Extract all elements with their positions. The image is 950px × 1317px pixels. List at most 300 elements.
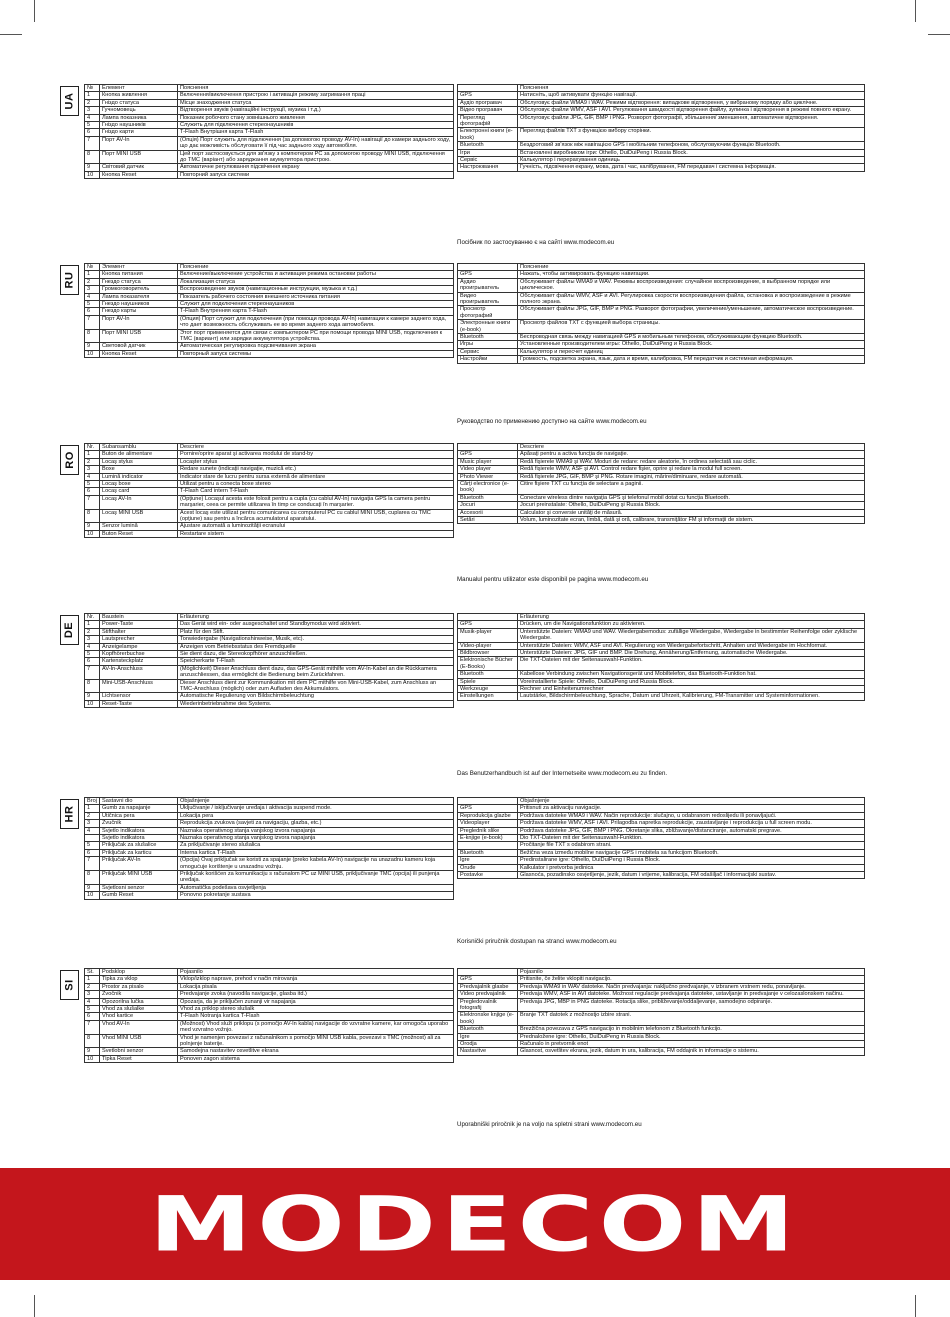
- table-row: [458, 320, 865, 334]
- table-row: [85, 286, 454, 293]
- table-row: [85, 1048, 454, 1055]
- table-cell: 9: [85, 164, 100, 171]
- table-cell: Настройки: [458, 356, 518, 363]
- table-cell: 9: [85, 693, 100, 700]
- table-cell: Locaş stylus: [100, 458, 178, 465]
- table-cell: Unterstützte Dateien: WMA9 und WAV. Wiedergabemodus: zufällige Wiedergabe, Wiedergabe in bestimmter Reihenfolge oder zyklische Wiedergabe.: [518, 628, 865, 642]
- table-cell: Гучномовець: [100, 107, 178, 114]
- table-row: [458, 812, 865, 819]
- table-header-cell: №: [85, 264, 100, 271]
- manual-link-note: Руководство по применению доступно на сайте www.modecom.eu: [457, 418, 647, 425]
- table-cell: Цей порт застосовується для зв'язку з компютером PC за допомогою проводу MINI USB, підключення до TMC (варіант) або заряджання акумулятора пристрою.: [178, 150, 454, 164]
- brand-logo: MODECOM: [149, 1180, 801, 1268]
- table-cell: Buton de alimentare: [100, 451, 178, 458]
- table-cell: Служить для підключення стереонаушників: [178, 122, 454, 129]
- table-cell: Setări: [458, 517, 518, 524]
- table-header-cell: Erläuterung: [178, 614, 454, 621]
- table-cell: Порт MINI USB: [100, 329, 178, 343]
- table-cell: Гнездо наушников: [100, 301, 178, 308]
- table-cell: 3: [85, 286, 100, 293]
- table-cell: 4: [85, 473, 100, 480]
- table-row: [85, 466, 454, 473]
- table-row: [85, 509, 454, 523]
- functions-table: [457, 968, 865, 1056]
- table-cell: Гніздо статуса: [100, 99, 178, 106]
- table-row: [458, 842, 865, 849]
- table-cell: Кнопка живлення: [100, 92, 178, 99]
- table-cell: Priključak korišćen za komunikaciju s računalom PC uz MINI USB, priključivanje TMC (opcija) ili punjenja uređaja.: [178, 871, 454, 885]
- table-cell: Перегляд файлів TXT з функцією вибору сторінки.: [518, 128, 865, 142]
- table-cell: Redă fişierele WMV, ASF şi AVI. Control redare fişier, oprire şi redare la modul full screen.: [518, 466, 865, 473]
- table-cell: (Opcija) Ovaj priključak se koristi za spajanje (preko kabela AV-In) navigacije na unazadnu kameru koja omogućuje korištenje u unazadnu vožnju.: [178, 857, 454, 871]
- table-row: [458, 983, 865, 990]
- table-cell: 6: [85, 658, 100, 665]
- table-cell: Calculator şi conversie unităţi de măsură.: [518, 509, 865, 516]
- table-cell: 7: [85, 315, 100, 329]
- table-row: [458, 657, 865, 671]
- table-row: [85, 820, 454, 827]
- table-cell: Indicator stare de lucru pentru sursa externă de alimentare: [178, 473, 454, 480]
- table-cell: Автоматичне регулювання підсвічення екрану: [178, 164, 454, 171]
- table-row: [85, 343, 454, 350]
- table-cell: Lokacija pisala: [178, 983, 454, 990]
- table-cell: Vklop/izklop naprave, prehod v način mirovanja: [178, 976, 454, 983]
- table-row: [458, 92, 865, 99]
- table-header-cell: Sastavni dio: [100, 798, 178, 805]
- table-cell: Citire fişiere TXT cu funcţia de selectare a paginii.: [518, 481, 865, 495]
- table-cell: Dio TXT-Dateien mit der Seitenauswahl-Funktion.: [518, 835, 865, 842]
- table-cell: Locaş boxe: [100, 481, 178, 488]
- table-cell: GPS: [458, 271, 518, 278]
- table-cell: Tipka za vklop: [100, 976, 178, 983]
- manual-link-note: Manualul pentru utilizator este disponibil pe pagina www.modecom.eu: [457, 576, 649, 583]
- table-row: [85, 107, 454, 114]
- table-row: [458, 502, 865, 509]
- table-cell: Priključak AV-In: [100, 857, 178, 871]
- table-cell: Preglednik slike: [458, 827, 518, 834]
- table-cell: Video-player: [458, 642, 518, 649]
- table-cell: Locaş card: [100, 488, 178, 495]
- table-cell: Tipka Reset: [100, 1055, 178, 1062]
- table-cell: Predvaja JPG, MBP in PNG datoteke. Rotacija slike, približevanje/oddaljevanje, samodejno odpiranje.: [518, 998, 865, 1012]
- manual-link-note: Das Benutzerhandbuch ist auf der Internetseite www.modecom.eu zu finden.: [457, 770, 668, 777]
- table-cell: GPS: [458, 805, 518, 812]
- table-cell: Anzeigen vom Betriebsstatus des Fremdquelle: [178, 643, 454, 650]
- table-cell: 8: [85, 1034, 100, 1048]
- table-cell: 10: [85, 700, 100, 707]
- table-cell: Prostor za pisalo: [100, 983, 178, 990]
- table-row: [85, 1034, 454, 1048]
- table-cell: Predvaja WMV, ASF in AVI datoteke. Možnost regulacije predvajanja datoteke, ustavljanje in predvajanje v celozaslonskem načinu.: [518, 991, 865, 998]
- table-cell: 6: [85, 308, 100, 315]
- table-row: [458, 164, 865, 171]
- table-cell: Просмотр файлов TXT с функцией выбора страницы.: [518, 320, 865, 334]
- table-cell: 9: [85, 884, 100, 891]
- table-cell: Reprodukcija glazbe: [458, 812, 518, 819]
- table-header-row: [85, 444, 454, 451]
- table-cell: 5: [85, 481, 100, 488]
- table-cell: Kabellose Verbindung zwischen Navigationsgerät und Mobiltelefon, das Bluetooth-Funktion hat.: [518, 671, 865, 678]
- table-cell: Platz für den Stift.: [178, 628, 454, 635]
- table-cell: Lautsprecher: [100, 636, 178, 643]
- table-cell: 1: [85, 92, 100, 99]
- table-cell: Калькулятор і перерахування одиниць: [518, 157, 865, 164]
- table-row: [458, 693, 865, 700]
- table-row: [458, 998, 865, 1012]
- table-header-cell: Podsklop: [100, 969, 178, 976]
- table-header-row: [458, 798, 865, 805]
- table-header-cell: Пояснение: [178, 264, 454, 271]
- table-cell: Tonwiedergabe (Navigationshinweise, Musik, etc).: [178, 636, 454, 643]
- table-cell: 7: [85, 1020, 100, 1034]
- table-cell: Lokacija pera: [178, 812, 454, 819]
- table-cell: Buton Reset: [100, 530, 178, 537]
- table-header-cell: Елемент: [100, 85, 178, 92]
- table-cell: Igre: [458, 1033, 518, 1040]
- table-cell: Перегляд фотографій: [458, 114, 518, 128]
- table-cell: Настроювання: [458, 164, 518, 171]
- table-row: [458, 292, 865, 306]
- table-cell: Vhod za slušalke: [100, 1006, 178, 1013]
- table-cell: Računalo in pretvornik enot: [518, 1041, 865, 1048]
- table-row: [458, 128, 865, 142]
- table-cell: Vhod MINI USB: [100, 1034, 178, 1048]
- table-cell: GPS: [458, 92, 518, 99]
- table-row: [458, 1012, 865, 1026]
- language-code: DE: [63, 621, 76, 639]
- table-cell: Naznaka operativnog stanja vanjskog izvora napajanja: [178, 827, 454, 834]
- table-cell: 2: [85, 458, 100, 465]
- table-cell: Показатель рабочего состояния внешнего источника питания: [178, 293, 454, 300]
- table-cell: Місце знаходження статуса: [178, 99, 454, 106]
- table-cell: Bluetooth: [458, 494, 518, 501]
- table-row: [458, 820, 865, 827]
- table-cell: Порт AV-In: [100, 315, 178, 329]
- table-cell: Samodejna nastavitev osvetlitve ekrana: [178, 1048, 454, 1055]
- table-cell: Vhod AV-In: [100, 1020, 178, 1034]
- crop-mark: [34, 0, 35, 22]
- table-cell: Drücken, um die Navigationsfunktion zu aktivieren.: [518, 621, 865, 628]
- table-cell: Musik-player: [458, 628, 518, 642]
- table-cell: Redare sunete (indicaţii navigaţie, muzică etc.): [178, 466, 454, 473]
- table-row: [85, 271, 454, 278]
- table-row: [458, 107, 865, 114]
- table-cell: Кнопка Reset: [100, 171, 178, 178]
- table-row: [85, 636, 454, 643]
- table-cell: Видео проигрыватель: [458, 292, 518, 306]
- table-cell: Elektronische Bücher (E-Books): [458, 657, 518, 671]
- table-cell: 3: [85, 820, 100, 827]
- table-cell: 7: [85, 136, 100, 150]
- table-cell: Igre: [458, 857, 518, 864]
- table-cell: Locaşter stylus: [178, 458, 454, 465]
- table-row: [458, 835, 865, 842]
- table-cell: Игры: [458, 341, 518, 348]
- table-row: [85, 976, 454, 983]
- table-cell: Лампа показника: [100, 114, 178, 121]
- table-cell: 5: [85, 301, 100, 308]
- table-cell: Oruđe: [458, 864, 518, 871]
- language-tag: [60, 265, 79, 295]
- table-cell: Zvučnik: [100, 820, 178, 827]
- table-header-row: [85, 614, 454, 621]
- table-cell: Music player: [458, 458, 518, 465]
- table-header-cell: [458, 444, 518, 451]
- table-cell: Pritisnite, če želite vklopiti navigacijo.: [518, 976, 865, 983]
- table-cell: Utičnica pera: [100, 812, 178, 819]
- table-cell: Interna kartica T-Flash: [178, 849, 454, 856]
- table-row: [458, 341, 865, 348]
- table-cell: Reset-Taste: [100, 700, 178, 707]
- language-tag: [60, 970, 79, 1000]
- table-row: [85, 293, 454, 300]
- table-row: [458, 991, 865, 998]
- table-cell: Lichtsensor: [100, 693, 178, 700]
- table-cell: Conectare wireless dintre navigaţia GPS şi telefonul mobil dotat cu funcţia Bluetooth.: [518, 494, 865, 501]
- table-header-cell: Pojasnilo: [178, 969, 454, 976]
- table-cell: Обслуживает файлы WMA9 и WAV. Режимы воспроизведения: случайное воспроизведение, в выбранном порядке или циклическое.: [518, 278, 865, 292]
- table-cell: Ajustare automată a luminozităţii ecranului: [178, 523, 454, 530]
- components-table: [84, 443, 454, 538]
- table-row: [85, 679, 454, 693]
- table-cell: (Opţiune) Locaşul acesta este folosit pentru a cupla (cu cablul AV-In) navigaţia GPS la camera pentru marşarier, ceea ce permite utilizarea în timp ce conducaţi în marşarier.: [178, 495, 454, 509]
- table-row: [85, 827, 454, 834]
- table-cell: Nastavitve: [458, 1048, 518, 1055]
- table-cell: Ponovno pokretanje sustava: [178, 892, 454, 899]
- table-cell: Воспроизведение звуков (навигационные инструкции, музыка и т.д.): [178, 286, 454, 293]
- table-cell: Гніздо наушників: [100, 122, 178, 129]
- table-row: [85, 129, 454, 136]
- table-cell: Restartare sistem: [178, 530, 454, 537]
- table-header-cell: Objašnjenje: [178, 798, 454, 805]
- table-cell: GPS: [458, 451, 518, 458]
- table-row: [458, 157, 865, 164]
- table-row: [458, 1033, 865, 1040]
- table-cell: AV-In-Anschluss: [100, 665, 178, 679]
- table-row: [85, 983, 454, 990]
- table-row: [85, 658, 454, 665]
- table-row: [85, 871, 454, 885]
- table-row: [458, 976, 865, 983]
- table-cell: Bluetooth: [458, 334, 518, 341]
- table-row: [85, 488, 454, 495]
- table-row: [458, 458, 865, 465]
- table-cell: Просмотр фотографий: [458, 306, 518, 320]
- table-row: [458, 1026, 865, 1033]
- components-table: [84, 263, 454, 358]
- table-header-cell: [458, 85, 518, 92]
- table-header-cell: Descriere: [518, 444, 865, 451]
- table-cell: Video player: [458, 466, 518, 473]
- table-header-cell: Descriere: [178, 444, 454, 451]
- table-cell: 4: [85, 998, 100, 1005]
- table-cell: Гніздо карти: [100, 129, 178, 136]
- table-header-row: [458, 264, 865, 271]
- components-table: [84, 968, 454, 1063]
- table-cell: Unterstützte Dateien: WMV, ASF und AVI. Regulierung von Wiedergabefortschritt, Anhalten und Wiedergabe im Hochformat.: [518, 642, 865, 649]
- table-cell: 3: [85, 991, 100, 998]
- table-cell: (Опция) Порт служит для подключения (при помощи провода AV-In) навигации к камере заднего хода, что дает возможность обслуживать ее во время заднего хода автомобиля.: [178, 315, 454, 329]
- table-cell: Световой датчик: [100, 343, 178, 350]
- table-row: [458, 1041, 865, 1048]
- table-cell: Обслуговує файли WMA9 і WAV. Режими відтворення: випадкове відтворення, у вибраному порядку або циклічне.: [518, 99, 865, 106]
- table-row: [458, 1048, 865, 1055]
- table-cell: 4: [85, 643, 100, 650]
- language-code: RU: [63, 271, 76, 289]
- language-tag: [60, 615, 79, 645]
- table-row: [458, 451, 865, 458]
- table-cell: Apăsaţi pentru a activa funcţia de navigaţie.: [518, 451, 865, 458]
- table-cell: Boxe: [100, 466, 178, 473]
- table-cell: Orodja: [458, 1041, 518, 1048]
- table-cell: Сервіс: [458, 157, 518, 164]
- table-row: [85, 884, 454, 891]
- table-cell: Електронні книги (e-book): [458, 128, 518, 142]
- table-cell: Включение/выключение устройства и активация режима остановки работы: [178, 271, 454, 278]
- table-row: [85, 473, 454, 480]
- table-cell: Gumb Reset: [100, 892, 178, 899]
- table-cell: Predvajalnik glasbe: [458, 983, 518, 990]
- table-cell: Svjetlo indikatora: [100, 827, 178, 834]
- table-cell: Бездротовий зв'язок між навігацією GPS і мобільним телефоном, обслуговуючим функцію Bluetooth.: [518, 142, 865, 149]
- table-cell: 8: [85, 679, 100, 693]
- functions-table: [457, 84, 865, 172]
- table-cell: 7: [85, 857, 100, 871]
- table-row: [458, 149, 865, 156]
- table-cell: 3: [85, 466, 100, 473]
- table-cell: Bildbrowser: [458, 650, 518, 657]
- table-row: [85, 1006, 454, 1013]
- table-cell: Ігри: [458, 149, 518, 156]
- table-cell: Установленные производителем игры: Othello, DuiDuiPeng и Russia Block.: [518, 341, 865, 348]
- table-cell: Anzeigelampe: [100, 643, 178, 650]
- table-cell: 1: [85, 805, 100, 812]
- table-cell: 10: [85, 892, 100, 899]
- table-cell: Pritisnuti za aktivaciju navigacije.: [518, 805, 865, 812]
- table-cell: Lumină indicator: [100, 473, 178, 480]
- table-cell: 10: [85, 1055, 100, 1062]
- table-cell: Redă fişierele WMA9 şi WAV. Moduri de redare: redare aleatorie, în ordinea selectată sau ciclic.: [518, 458, 865, 465]
- table-cell: Pročitanje file TXT s odabirom strani.: [518, 842, 865, 849]
- functions-table: [457, 613, 865, 701]
- crop-mark: [915, 1295, 916, 1317]
- table-cell: Включення/виключення пристрою і активація режиму загримання праці: [178, 92, 454, 99]
- table-header-cell: Пояснение: [518, 264, 865, 271]
- table-cell: Лампа показателя: [100, 293, 178, 300]
- table-row: [458, 671, 865, 678]
- table-cell: Podržava datoteke JPG, GIF, BMP i PNG. Okretanje slika, zbližavanje/distanciranje, automatski pregrave.: [518, 827, 865, 834]
- table-cell: E-knjige (e-book): [458, 835, 518, 842]
- manual-link-note: Korisnički priručnik dostupan na stranci www.modecom.eu: [457, 938, 617, 945]
- table-cell: Ponoven zagon sistema: [178, 1055, 454, 1062]
- table-cell: Predvajanje zvoka (navodila navigacije, glasba itd.): [178, 991, 454, 998]
- table-row: [85, 835, 454, 842]
- table-cell: 6: [85, 488, 100, 495]
- table-header-cell: Элемент: [100, 264, 178, 271]
- table-cell: Bluetooth: [458, 671, 518, 678]
- table-cell: Glasnoća, pozadinsko osvjetljenje, jezik, datum i vrijeme, kalibracija, FM odašiljač i informacijski sustav.: [518, 872, 865, 879]
- table-cell: 1: [85, 621, 100, 628]
- table-row: [85, 842, 454, 849]
- table-row: [458, 642, 865, 649]
- table-cell: 4: [85, 293, 100, 300]
- table-cell: T-Flash Внутренняя карта T-Flash: [178, 308, 454, 315]
- table-cell: 8: [85, 329, 100, 343]
- table-header-row: [85, 264, 454, 271]
- table-cell: [458, 842, 518, 849]
- table-row: [85, 857, 454, 871]
- table-cell: T-Flash Notranja kartica T-Flash: [178, 1013, 454, 1020]
- table-cell: Unterstützte Dateien: JPG, GIF und BMP. Die Drehung, Annäherung/Entfernung, automatische Wiedergabe.: [518, 650, 865, 657]
- table-cell: 7: [85, 495, 100, 509]
- table-row: [458, 509, 865, 516]
- table-row: [458, 827, 865, 834]
- table-cell: 6: [85, 129, 100, 136]
- table-row: [85, 523, 454, 530]
- table-cell: Die TXT-Dateien mit der Seitenauswahl-Funktion.: [518, 657, 865, 671]
- table-cell: (Möglichkeit) Dieser Anschluss dient dazu, das GPS-Gerät mithilfe vom AV-In-Kabel an die Rückkamera anzuschliessen, das ermöglicht die Bedienung beim Zurückfahren.: [178, 665, 454, 679]
- table-cell: Podržava datoteke WMA9 i WAV. Način reprodukcije: slučajno, u odabranom redoslijedu ili ponavljajući.: [518, 812, 865, 819]
- table-row: [85, 849, 454, 856]
- functions-table: [457, 443, 865, 524]
- components-table: [84, 84, 454, 179]
- manual-link-note: Uporabniški priročnik je na voljo na spletni strani www.modecom.eu: [457, 1121, 642, 1128]
- table-cell: Натисніть, щоб активувати функцію навігації.: [518, 92, 865, 99]
- table-cell: Priključak MINI USB: [100, 871, 178, 885]
- table-header-row: [458, 614, 865, 621]
- table-cell: Vhod je namenjen povezavi z računalnikom s pomočjo MINI USB kabla, povezavi s TMC (možnost) ali za polnjenje baterije.: [178, 1034, 454, 1048]
- table-cell: 4: [85, 827, 100, 834]
- table-cell: 8: [85, 871, 100, 885]
- table-header-row: [458, 969, 865, 976]
- table-cell: Kalkulator i pretvorba jedinica: [518, 864, 865, 871]
- table-header-cell: Baustein: [100, 614, 178, 621]
- table-row: [85, 495, 454, 509]
- table-cell: Stifthalter: [100, 628, 178, 635]
- table-cell: Аудио проигрыватель: [458, 278, 518, 292]
- table-cell: Служит для подключения стереонаушников: [178, 301, 454, 308]
- table-cell: Postavke: [458, 872, 518, 879]
- table-header-cell: №: [85, 85, 100, 92]
- table-row: [85, 628, 454, 635]
- table-row: [458, 356, 865, 363]
- table-header-cell: Пояснення: [518, 85, 865, 92]
- table-row: [85, 99, 454, 106]
- table-cell: Cărţi electronice (e-book): [458, 481, 518, 495]
- table-cell: Jocuri: [458, 502, 518, 509]
- table-cell: Bežična veza između mobilne navigacije GPS i mobitela sa funkcijom Bluetooth.: [518, 849, 865, 856]
- table-cell: Einstellungen: [458, 693, 518, 700]
- table-cell: Podržava datoteke WMV, ASF i AVI. Prilagodba napretka reprodukcije, zaustavljanje i reprodukcija u full screen modu.: [518, 820, 865, 827]
- table-cell: Автоматическая регулировка подсвечивания экрана: [178, 343, 454, 350]
- table-cell: 2: [85, 278, 100, 285]
- table-row: [458, 621, 865, 628]
- table-cell: Lautstärke, Bildschirmbeleuchtung, Sprache, Datum und Uhrzeit, Kalibrierung, FM-Transmitter und Systeminformationen.: [518, 693, 865, 700]
- table-cell: Jocuri preinstalate: Othello, DuiDuiPeng şi Russia Block.: [518, 502, 865, 509]
- table-cell: Das Gerät wird ein- oder ausgeschaltet und Standbymodus wird aktiviert.: [178, 621, 454, 628]
- table-row: [85, 693, 454, 700]
- crop-mark: [0, 34, 22, 35]
- table-cell: 1: [85, 271, 100, 278]
- table-row: [85, 329, 454, 343]
- table-cell: Повторный запуск системы: [178, 350, 454, 357]
- table-header-cell: [458, 614, 518, 621]
- table-cell: Za priključivanje stereo slušalica: [178, 842, 454, 849]
- table-cell: (Možnost) Vhod služi priklopu (s pomočjo AV-In kabla) navigacije do vzvratne kamere, kar omogoča uporabo med vzvratno vožnjo.: [178, 1020, 454, 1034]
- language-code: HR: [63, 805, 76, 823]
- table-cell: 2: [85, 628, 100, 635]
- table-row: [458, 678, 865, 685]
